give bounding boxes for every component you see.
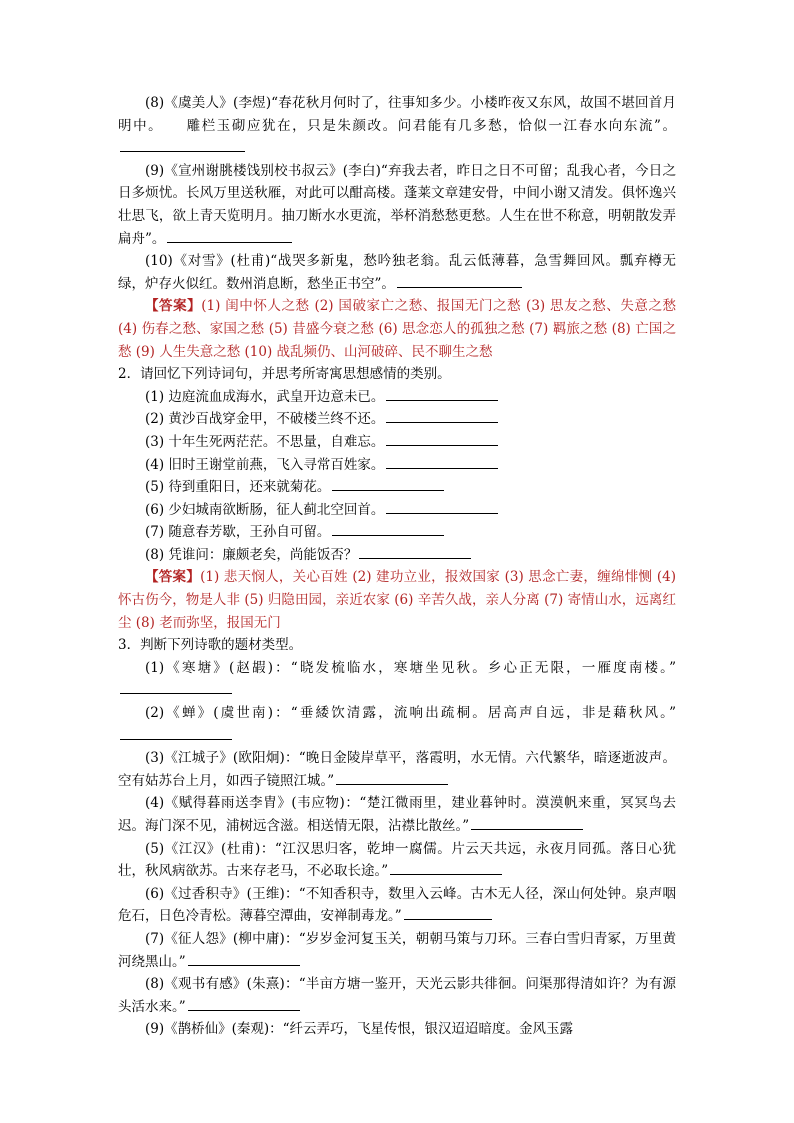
item-text: (7) 随意春芳歇，王孙自可留。: [145, 524, 331, 541]
item-text: (8)《虞美人》(李煜)“春花秋月何时了，往事知多少。小楼昨夜又东风，故国不堪回首月明中。 雕栏玉砌应犹在，只是朱颜改。问君能有几多愁，恰似一江春水向东流”。: [118, 95, 676, 134]
answer-blank[interactable]: [471, 815, 583, 830]
list-item: [118, 521, 676, 544]
list-item: [118, 476, 676, 499]
item-text: (10)《对雪》(杜甫)“战哭多新鬼，愁吟独老翁。乱云低薄暮，急雪舞回风。瓢弃樽无绿，炉存火似红。数州消息断，愁坐正书空”。: [118, 253, 676, 292]
item-text: (8) 凭谁问：廉颇老矣，尚能饭否？: [145, 546, 358, 563]
list-item: [118, 544, 676, 567]
answer-blank[interactable]: [386, 386, 498, 401]
item-text: (6)《过香积寺》(王维)：“不知香积寺，数里入云峰。古木无人径，深山何处钟。泉声咽危石，日色冷青松。薄暮空潭曲，安禅制毒龙。”: [118, 885, 676, 925]
list-item: [118, 160, 676, 250]
list-item: [118, 431, 676, 454]
answer-text: (1) 闺中怀人之愁 (2) 国破家亡之愁、报国无门之愁 (3) 思友之愁、失意之愁 (4) 伤春之愁、家国之愁 (5) 昔盛今衰之愁 (6) 思念恋人的孤独之愁 (7) 羁旅之愁 (8) 亡国之愁 (9) 人生失意之愁 (10) 战乱频仍、山河破碎、民不聊生之愁: [118, 298, 677, 360]
item-text: (3) 十年生死两茫茫。不思量，自难忘。: [145, 433, 385, 450]
answer-blank[interactable]: [359, 544, 471, 559]
answer-blank[interactable]: [336, 770, 448, 785]
list-item: [118, 792, 676, 837]
list-item: [118, 499, 676, 522]
item-text: (8)《观书有感》(朱熹)：“半亩方塘一鉴开，天光云影共徘徊。问渠那得清如许？为有源头活水来。”: [118, 976, 676, 1015]
list-item: [118, 747, 676, 792]
list-item: [118, 408, 676, 431]
item-text: (5) 待到重阳日，还来就菊花。: [145, 479, 331, 496]
answer-tag: 【答案】: [145, 569, 201, 586]
answer-blank[interactable]: [167, 228, 292, 243]
item-text: (2) 黄沙百战穿金甲，不破楼兰终不还。: [145, 411, 385, 428]
answer-blank[interactable]: [120, 679, 232, 694]
answer-blank[interactable]: [120, 725, 232, 740]
list-item: [118, 1018, 676, 1041]
answer-blank[interactable]: [404, 905, 492, 920]
list-item: [118, 657, 676, 702]
answer-blank[interactable]: [188, 951, 300, 966]
answer-block: [118, 295, 676, 363]
answer-blank[interactable]: [188, 996, 300, 1011]
item-text: (4)《赋得暮雨送李胄》(韦应物)：“楚江微雨里，建业暮钟时。漠漠帆来重，冥冥鸟去迟。海门深不见，浦树远含滋。相送情无限，沾襟比散丝。”: [118, 795, 676, 834]
item-text: (2)《蝉》(虞世南)：“垂緌饮清露，流响出疏桐。居高声自远，非是藉秋风。”: [145, 705, 676, 722]
item-text: (3)《江城子》(欧阳炯)：“晚日金陵岸草平，落霞明，水无情。六代繁华，暗逐逝波声。空有姑苏台上月，如西子镜照江城。”: [118, 750, 676, 789]
item-text: (1)《寒塘》(赵嘏)：“晓发梳临水，寒塘坐见秋。乡心正无限，一雁度南楼。”: [145, 659, 676, 676]
item-text: (7)《征人怨》(柳中庸)：“岁岁金河复玉关，朝朝马策与刀环。三春白雪归青冢，万里黄河绕黑山。”: [118, 930, 676, 970]
answer-blank[interactable]: [386, 499, 498, 514]
answer-block: [118, 566, 676, 634]
list-item: [118, 92, 676, 160]
section-heading: 3．判断下列诗歌的题材类型。: [118, 637, 303, 654]
answer-blank[interactable]: [386, 431, 498, 446]
answer-blank[interactable]: [386, 454, 498, 469]
list-item: [118, 928, 676, 973]
answer-blank[interactable]: [390, 860, 502, 875]
list-item: [118, 883, 676, 928]
item-text: (9)《宣州谢朓楼饯别校书叔云》(李白)“弃我去者，昨日之日不可留；乱我心者，今日之日多烦忧。长风万里送秋雁，对此可以酣高楼。蓬莱文章建安骨，中间小谢又清发。俱怀逸兴壮思飞，欲上青天览明月。抽刀断水水更流，举杯消愁愁更愁。人生在世不称意，明朝散发弄扁舟”。: [118, 162, 676, 247]
answer-blank[interactable]: [332, 521, 444, 536]
answer-blank[interactable]: [397, 273, 522, 288]
item-text: (5)《江汉》(杜甫)：“江汉思归客，乾坤一腐儒。片云天共远，永夜月同孤。落日心犹壮，秋风病欲苏。古来存老马，不必取长途。”: [118, 840, 676, 880]
list-item: [118, 386, 676, 409]
answer-blank[interactable]: [332, 476, 444, 491]
answer-text: (1) 悲天悯人，关心百姓 (2) 建功立业，报效国家 (3) 思念亡妻，缠绵悱恻 (4) 怀古伤今，物是人非 (5) 归隐田园，亲近农家 (6) 辛苦久战，亲人分离 (7) 寄情山水，远离红尘 (8) 老而弥坚，报国无门: [118, 569, 676, 631]
list-item: [118, 838, 676, 883]
list-item: [118, 250, 676, 295]
list-item: [118, 702, 676, 747]
item-text: (1) 边庭流血成海水，武皇开边意未已。: [145, 388, 385, 405]
list-item: [118, 454, 676, 477]
section-heading: 2．请回忆下列诗词句，并思考所寄寓思想感情的类别。: [118, 366, 451, 383]
answer-blank[interactable]: [120, 137, 245, 152]
item-text: (6) 少妇城南欲断肠，征人蓟北空回首。: [145, 501, 385, 518]
item-text: (9)《鹊桥仙》(秦观)：“纤云弄巧，飞星传恨，银汉迢迢暗度。金风玉露: [145, 1021, 574, 1038]
list-item: [118, 973, 676, 1018]
answer-blank[interactable]: [386, 408, 498, 423]
answer-tag: 【答案】: [145, 298, 202, 315]
item-text: (4) 旧时王谢堂前燕，飞入寻常百姓家。: [145, 456, 385, 473]
